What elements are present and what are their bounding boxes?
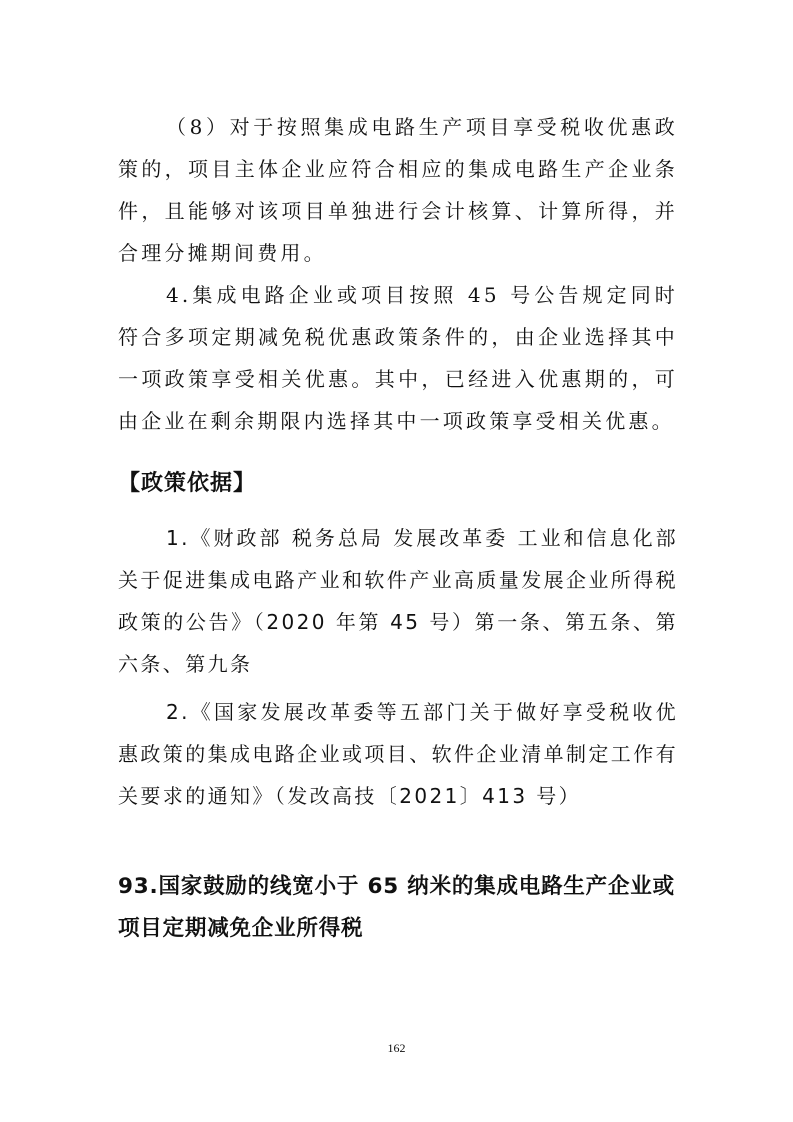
paragraph-item-8: （8）对于按照集成电路生产项目享受税收优惠政策的，项目主体企业应符合相应的集成电路生产企业条件，且能够对该项目单独进行会计核算、计算所得，并合理分摊期间费用。 [118,115,678,265]
section-93-title: 93.国家鼓励的线宽小于 65 纳米的集成电路生产企业或项目定期减免企业所得税 [118,874,675,941]
page-number: 162 [387,1041,406,1055]
policy-basis-item-1: 1.《财政部 税务总局 发展改革委 工业和信息化部关于促进集成电路产业和软件产业高质量发展企业所得税政策的公告》（2020 年第 45 号）第一条、第五条、第六条、第九条 [118,526,678,676]
paragraph-item-4: 4.集成电路企业或项目按照 45 号公告规定同时符合多项定期减免税优惠政策条件的，由企业选择其中一项政策享受相关优惠。其中，已经进入优惠期的，可由企业在剩余期限内选择其中一项政策享受相关优惠。 [118,283,678,433]
policy-basis-heading: 【政策依据】 [118,471,257,496]
policy-basis-item-2: 2.《国家发展改革委等五部门关于做好享受税收优惠政策的集成电路企业或项目、软件企业清单制定工作有关要求的通知》（发改高技〔2021〕413 号） [118,700,678,808]
